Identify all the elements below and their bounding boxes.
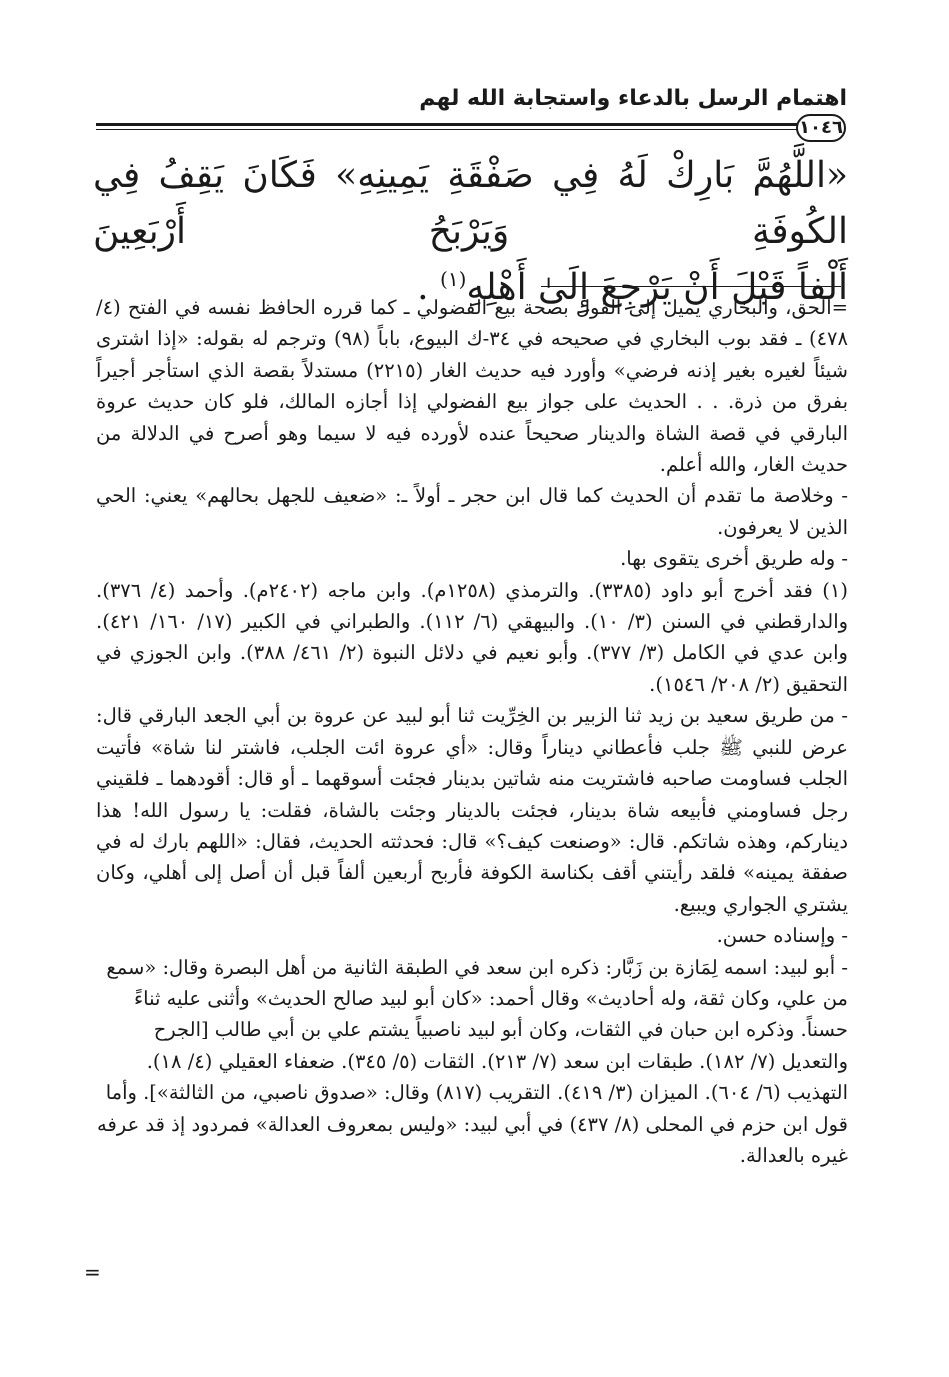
footnote-reference: (١): [440, 267, 467, 291]
footnote-paragraph: - وإسناده حسن.: [716, 924, 848, 948]
footnote-paragraph: - وله طريق أخرى يتقوى بها.: [620, 547, 848, 571]
continuation-mark: =: [84, 1260, 101, 1284]
footnote-paragraph: (١) فقد أخرج أبو داود (٣٣٨٥). والترمذي (١٢٥٨م). وابن ماجه (٢٤٠٢م). وأحمد (٤/ ٣٧٦). والدارقطني في السنن (٣/ ١٠). والبيهقي (٦/ ١١٢). والطبراني في الكبير (١٧/ ١٦٠/ ٤٢١). وابن عدي في الكامل (٣/ ٣٧٧). وأبو نعيم في دلائل النبوة (٢/ ٤٦١/ ٣٨٨). وابن الجوزي في التحقيق (٢/ ٢٠٨/ ١٥٤٦).: [96, 578, 849, 696]
main-text: [93, 148, 848, 316]
footnote-paragraph: - أبو لبيد: اسمه لِمَازة بن زَبَّار: ذكره ابن سعد في الطبقة الثانية من أهل البصرة وقال: «سمع من علي، وكان ثقة، وله أحاديث» وقال أحمد: «كان أبو لبيد صالح الحديث» وأثنى عليه ثناءً حسناً. وذكره ابن حبان في الثقات، وكان أبو لبيد ناصبياً يشتم علي بن أبي طالب [الجرح والتعديل (٧/ ١٨٢). طبقات ابن سعد (٧/ ٢١٣). الثقات (٥/ ٣٤٥). ضعفاء العقيلي (٤/ ١٨). التهذيب (٦/ ٦٠٤). الميزان (٣/ ٤١٩). التقريب (٨١٧) وقال: «صدوق ناصبي، من الثالثة»]. وأما قول ابن حزم في المحلى (٨/ ٤٣٧) في أبي لبيد: «وليس بمعروف العدالة» فمردود إذ قد عرفه غيره بالعدالة.: [97, 955, 848, 1167]
footnote-paragraph: - وخلاصة ما تقدم أن الحديث كما قال ابن حجر ـ أولاً ـ: «ضعيف للجهل بحالهم» يعني: الحي الذين لا يعرفون.: [96, 484, 848, 539]
footnotes: [96, 292, 848, 1171]
running-title: اهتمام الرسل بالدعاء واستجابة الله لهم: [419, 86, 847, 111]
footnote-separator: [541, 286, 841, 287]
page-number: ١٠٤٦: [796, 114, 846, 142]
main-text-line-1: «اللَّهُمَّ بَارِكْ لَهُ فِي صَفْقَةِ يَمِينِهِ» فَكَانَ يَقِفُ فِي الكُوفَةِ وَيَرْبَحُ أَرْبَعِينَ: [93, 155, 848, 252]
main-text-line-2-end: .: [417, 267, 440, 308]
main-text-line-2-body: أَلْفاً قَبْلَ أَنْ يَرْجِعَ إِلَىٰ أَهْلِهِ: [466, 267, 848, 308]
footnote-paragraph: =الحق، والبخاري يميل إلى القول بصحة بيع الفضولي ـ كما قرره الحافظ نفسه في الفتح (٤/ ٤٧٨) ـ فقد بوب البخاري في صحيحه في ٣٤-ك البيوع، باباً (٩٨) وترجم له بقوله: «إذا اشترى شيئاً لغيره بغير إذنه فرضي» وأورد فيه حديث الغار (٢٢١٥) مستدلاً بقصة الذي استأجر أجيراً بفرق من ذرة. . . الحديث على جواز بيع الفضولي إذا أجازه المالك، فلو كان حديث عروة البارقي في قصة الشاة والدينار صحيحاً عنده لأورده فيه لا سيما وهو أصرح في الدلالة من حديث الغار، والله أعلم.: [96, 296, 849, 477]
footnote-paragraph: - من طريق سعيد بن زيد ثنا الزبير بن الخِرِّيت ثنا أبو لبيد عن عروة بن أبي الجعد البارقي قال: عرض للنبي ﷺ جلب فأعطاني ديناراً وقال: «أي عروة ائت الجلب، فاشتر لنا شاة» فأتيت الجلب فساومت صاحبه فاشتريت منه شاتين بدينار فجئت أسوقهما ـ أو قال: أقودهما ـ فلقيني رجل فساومني فأبيعه شاة بدينار، فجئت بالدينار وجئت بالشاة، فقلت: يا رسول الله! هذا ديناركم، وهذه شاتكم. قال: «وصنعت كيف؟» قال: فحدثته الحديث، فقال: «اللهم بارك له في صفقة يمينه» فلقد رأيتني أقف بكناسة الكوفة فأربح أربعين ألفاً قبل أن أصل إلى أهلي، وكان يشتري الجواري ويبيع.: [96, 704, 848, 916]
header-rule: [96, 123, 804, 130]
